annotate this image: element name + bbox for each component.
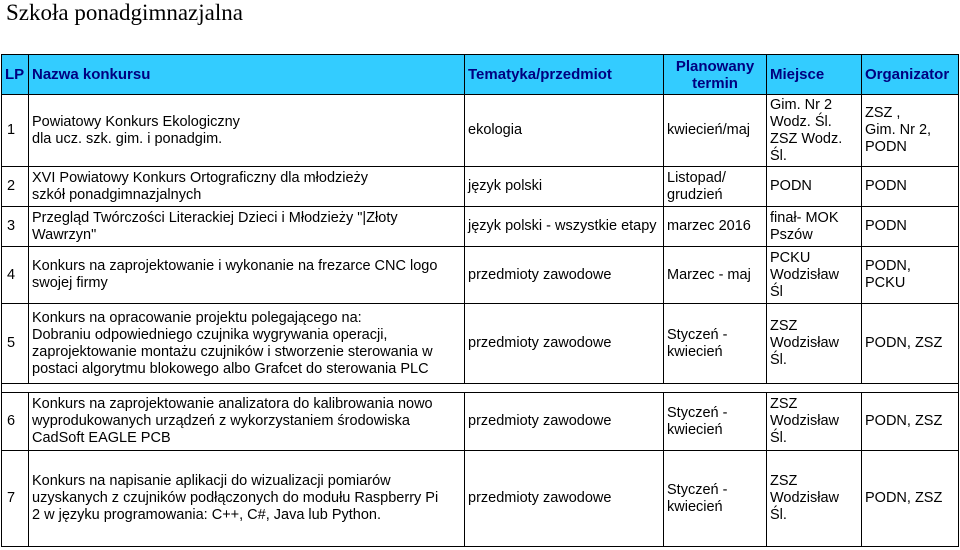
row-organizer: PODN, ZSZ [862,451,959,547]
row-name: Powiatowy Konkurs Ekologiczny dla ucz. szk. gim. i ponadgim. [29,95,465,167]
header-name: Nazwa konkursu [29,55,465,95]
row-topic: przedmioty zawodowe [465,304,664,384]
table-header-row [2,55,959,95]
row-lp: 2 [2,167,29,207]
header-organizer: Organizator [862,55,959,95]
row-topic: ekologia [465,95,664,167]
row-place: PCKU Wodzisław Śl [767,247,862,304]
row-term: Styczeń - kwiecień [664,393,767,451]
row-name: Przegląd Twórczości Literackiej Dzieci i Młodzieży "|Złoty Wawrzyn" [29,207,465,247]
row-topic: przedmioty zawodowe [465,393,664,451]
row-place: ZSZ Wodzisław Śl. [767,304,862,384]
row-lp: 3 [2,207,29,247]
row-term: Styczeń - kwiecień [664,304,767,384]
row-place: ZSZ Wodzisław Śl. [767,451,862,547]
row-term: Styczeń - kwiecień [664,451,767,547]
row-name: Konkurs na zaprojektowanie i wykonanie na frezarce CNC logo swojej firmy [29,247,465,304]
row-topic: język polski [465,167,664,207]
row-name: XVI Powiatowy Konkurs Ortograficzny dla młodzieży szkół ponadgimnazjalnych [29,167,465,207]
row-term: marzec 2016 [664,207,767,247]
table-row [2,167,959,207]
header-topic: Tematyka/przedmiot [465,55,664,95]
row-topic: przedmioty zawodowe [465,451,664,547]
row-name: Konkurs na opracowanie projektu polegającego na: Dobraniu odpowiedniego czujnika wygrywania operacji, zaprojektowanie montażu czujników i stworzenie sterowania w postaci algorytmu blokowego albo Grafcet do sterowania PLC [29,304,465,384]
row-term: Marzec - maj [664,247,767,304]
table-row [2,95,959,167]
row-spacer [2,384,959,393]
row-lp: 1 [2,95,29,167]
row-place: Gim. Nr 2 Wodz. Śl. ZSZ Wodz. Śl. [767,95,862,167]
row-organizer: PODN, ZSZ [862,304,959,384]
row-organizer: PODN [862,207,959,247]
row-organizer: PODN [862,167,959,207]
row-place: PODN [767,167,862,207]
row-term: Listopad/ grudzień [664,167,767,207]
row-organizer: PODN, ZSZ [862,393,959,451]
header-term: Planowany termin [664,55,767,95]
row-place: ZSZ Wodzisław Śl. [767,393,862,451]
table-row [2,247,959,304]
table-row [2,393,959,451]
header-place: Miejsce [767,55,862,95]
row-lp: 7 [2,451,29,547]
row-lp: 5 [2,304,29,384]
row-topic: przedmioty zawodowe [465,247,664,304]
row-name: Konkurs na zaprojektowanie analizatora do kalibrowania nowo wyprodukowanych urządzeń z wykorzystaniem środowiska CadSoft EAGLE PCB [29,393,465,451]
table-row [2,207,959,247]
row-term: kwiecień/maj [664,95,767,167]
table-row [2,451,959,547]
row-organizer: PODN, PCKU [862,247,959,304]
row-place: finał- MOK Pszów [767,207,862,247]
row-lp: 6 [2,393,29,451]
table-row [2,304,959,384]
competitions-table [1,54,959,547]
row-lp: 4 [2,247,29,304]
page-title: Szkoła ponadgimnazjalna [6,0,243,25]
row-name: Konkurs na napisanie aplikacji do wizualizacji pomiarów uzyskanych z czujników podłączonych do modułu Raspberry Pi 2 w języku programowania: C++, C#, Java lub Python. [29,451,465,547]
row-topic: język polski - wszystkie etapy [465,207,664,247]
header-lp: LP [2,55,29,95]
row-organizer: ZSZ , Gim. Nr 2, PODN [862,95,959,167]
